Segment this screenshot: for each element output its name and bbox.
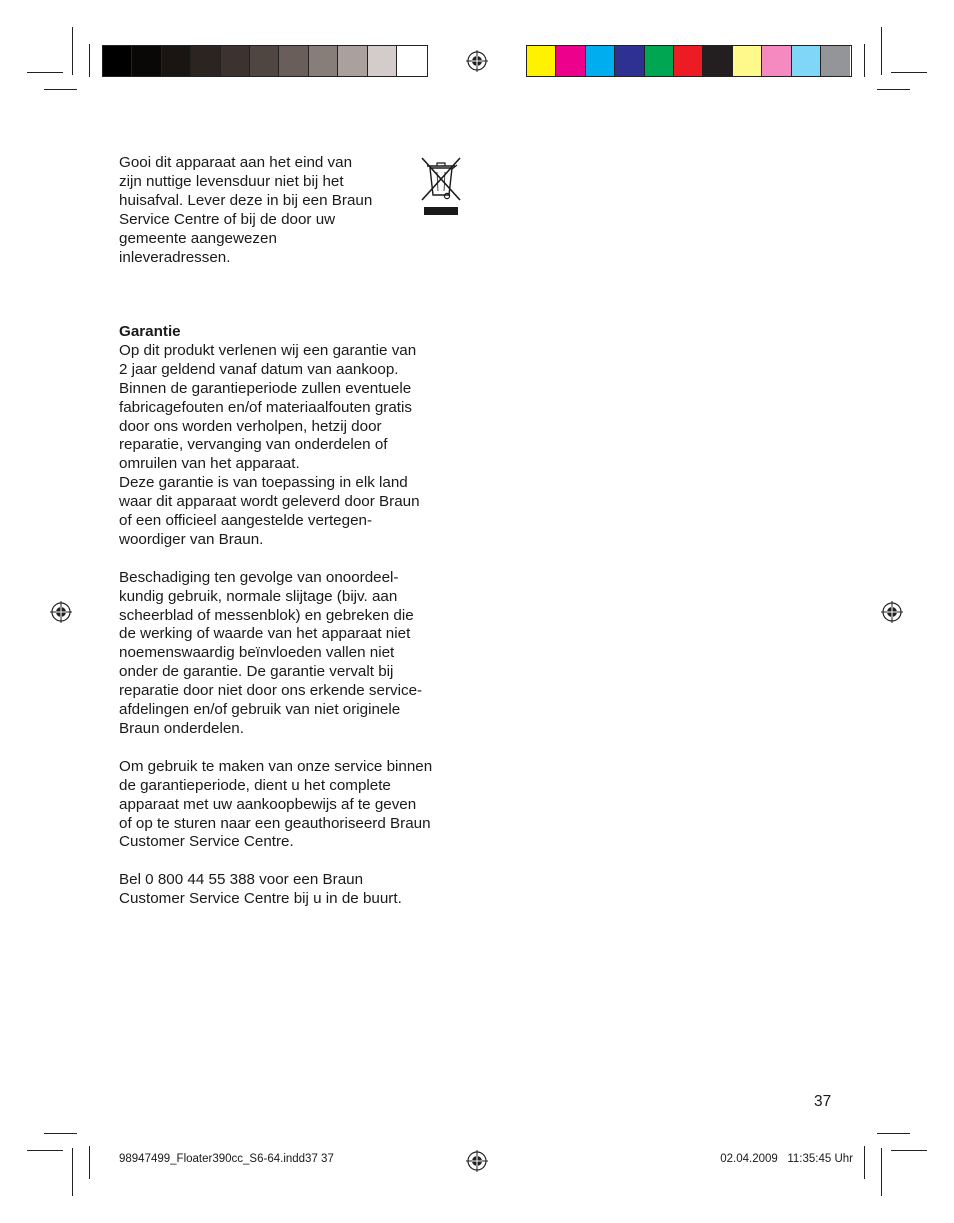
crop-mark xyxy=(44,1133,77,1134)
registration-mark-icon xyxy=(881,601,903,623)
color-swatch xyxy=(338,46,367,76)
color-swatch xyxy=(703,46,732,76)
registration-mark-icon xyxy=(466,1150,488,1172)
crop-mark xyxy=(877,1133,910,1134)
color-swatch xyxy=(821,46,850,76)
color-swatch xyxy=(279,46,308,76)
crop-mark xyxy=(89,44,90,77)
crop-mark xyxy=(27,1150,63,1151)
color-swatch xyxy=(527,46,556,76)
guarantee-paragraph-3: Om gebruik te maken van onze service binnen de garantieperiode, dient u het complete apparaat met uw aankoopbewijs af te geven of op te sturen naar een geauthoriseerd Braun Customer Service Centre. xyxy=(119,757,433,851)
crop-mark xyxy=(881,1148,882,1196)
color-swatch xyxy=(103,46,132,76)
crop-mark xyxy=(891,72,927,73)
slug-datetime: 02.04.2009 11:35:45 Uhr xyxy=(720,1153,853,1165)
slug-file-info: 98947499_Floater390cc_S6-64.indd37 37 xyxy=(119,1153,334,1165)
registration-mark-icon xyxy=(466,50,488,72)
color-swatch xyxy=(674,46,703,76)
color-swatch xyxy=(397,46,426,76)
color-swatch xyxy=(615,46,644,76)
guarantee-section xyxy=(119,323,464,909)
crossed-out-wheelie-bin-icon xyxy=(419,155,463,217)
color-swatch xyxy=(191,46,220,76)
guarantee-paragraph-1: Op dit produkt verlenen wij een garantie van 2 jaar geldend vanaf datum van aankoop. Binnen de garantieperiode zullen eventuele fabricagefouten en/of materiaalfouten gratis door ons worden verholpen, hetzij door reparatie, vervanging van onderdelen of omruilen van het apparaat. Deze garantie is van toepassing in elk land waar dit apparaat wordt geleverd door Braun of een officieel aangestelde vertegen- woordiger van Braun. xyxy=(119,341,420,548)
disposal-section xyxy=(119,154,409,267)
color-swatch xyxy=(792,46,821,76)
crop-mark xyxy=(891,1150,927,1151)
color-swatch xyxy=(368,46,397,76)
color-swatch xyxy=(645,46,674,76)
color-swatch xyxy=(221,46,250,76)
color-swatch xyxy=(309,46,338,76)
crop-mark xyxy=(864,44,865,77)
color-swatch xyxy=(586,46,615,76)
crop-mark xyxy=(864,1146,865,1179)
process-color-bar xyxy=(526,45,852,77)
color-swatch xyxy=(556,46,585,76)
guarantee-heading: Garantie xyxy=(119,323,181,340)
crop-mark xyxy=(881,27,882,75)
guarantee-paragraph-2: Beschadiging ten gevolge van onoordeel- kundig gebruik, normale slijtage (bijv. aan scheerblad of messenblok) en gebreken die de werking of waarde van het apparaat niet noemenswaardig beïnvloeden vallen niet onder de garantie. De garantie vervalt bij reparatie door niet door ons erkende service- afdelingen en/of gebruik van niet originele Braun onderdelen. xyxy=(119,568,423,738)
color-swatch xyxy=(162,46,191,76)
guarantee-paragraph-4: Bel 0 800 44 55 388 voor een Braun Customer Service Centre bij u in de buurt. xyxy=(119,871,402,908)
crop-mark xyxy=(44,89,77,90)
color-swatch xyxy=(733,46,762,76)
color-swatch xyxy=(762,46,791,76)
page-number: 37 xyxy=(814,1093,832,1110)
crop-mark xyxy=(72,1148,73,1196)
crop-mark xyxy=(27,72,63,73)
color-swatch xyxy=(132,46,161,76)
grayscale-color-bar xyxy=(102,45,428,77)
crop-mark xyxy=(89,1146,90,1179)
color-swatch xyxy=(250,46,279,76)
disposal-text: Gooi dit apparaat aan het eind van zijn nuttige levensduur niet bij het huisafval. Lever deze in bij een Braun Service Centre of bij de door uw gemeente aangewezen inleveradressen. xyxy=(119,154,373,266)
registration-mark-icon xyxy=(50,601,72,623)
crop-mark xyxy=(877,89,910,90)
crop-mark xyxy=(72,27,73,75)
